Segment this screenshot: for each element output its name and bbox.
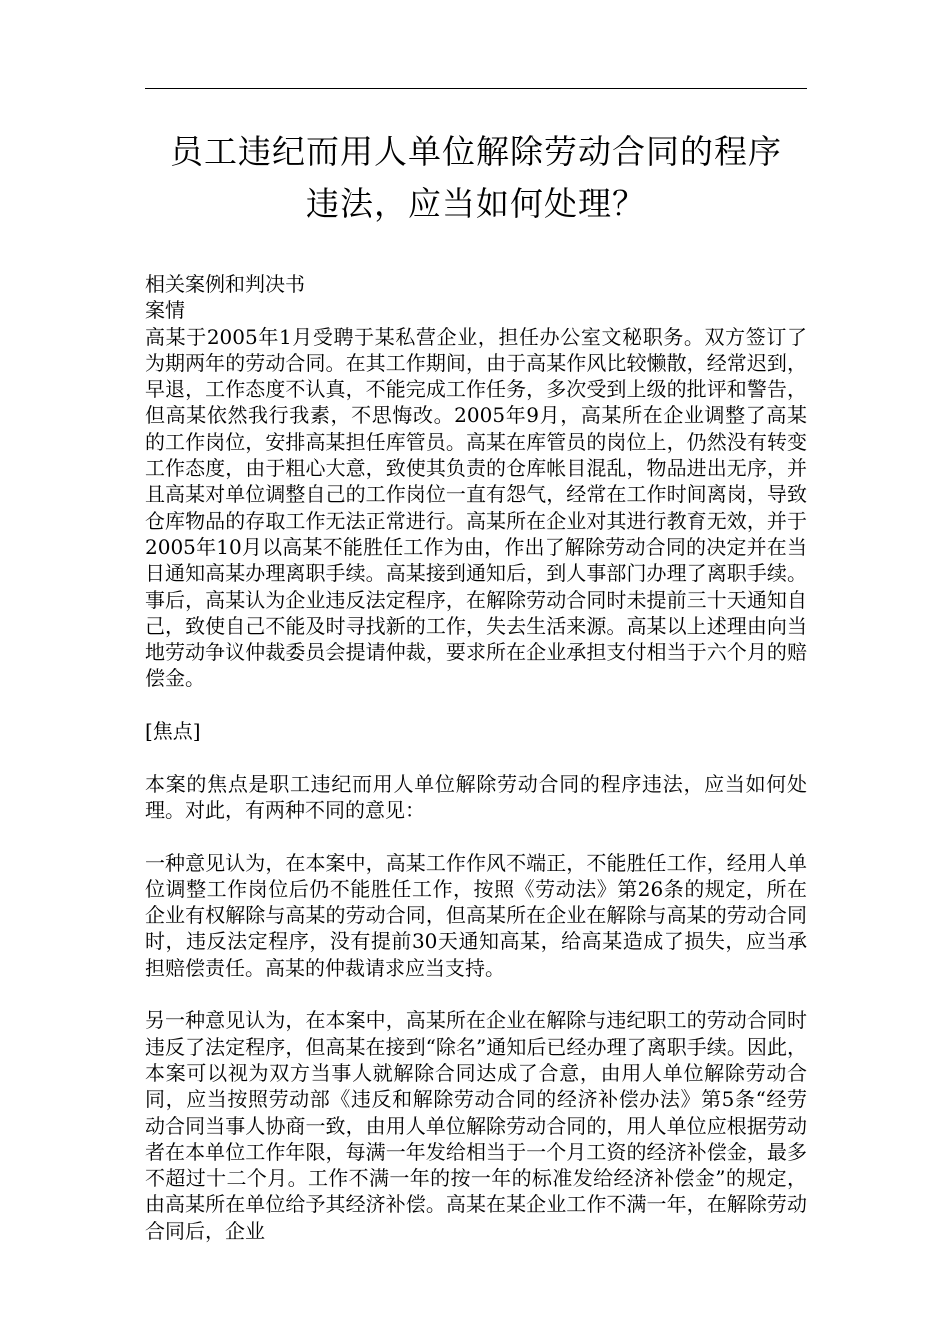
document-title bbox=[145, 126, 807, 230]
title-line-2: 违法，应当如何处理？ bbox=[306, 184, 646, 223]
paragraph-gap bbox=[145, 823, 807, 849]
document-body bbox=[145, 271, 807, 1244]
focus-label: [焦点] bbox=[145, 719, 201, 744]
paragraph-gap bbox=[145, 744, 807, 770]
focus-paragraph: 本案的焦点是职工违纪而用人单位解除劳动合同的程序违法，应当如何处理。对此，有两种不同的意见： bbox=[145, 771, 807, 822]
opinion-one-paragraph: 一种意见认为，在本案中，高某工作作风不端正，不能胜任工作，经用人单位调整工作岗位后仍不能胜任工作，按照《劳动法》第26条的规定，所在企业有权解除与高某的劳动合同，但高某所在企业在解除与高某的劳动合同时，违反法定程序，没有提前30天通知高某，给高某造成了损失，应当承担赔偿责任。高某的仲裁请求应当支持。 bbox=[145, 850, 807, 980]
paragraph-gap bbox=[145, 692, 807, 718]
title-line-1: 员工违纪而用人单位解除劳动合同的程序 bbox=[170, 132, 782, 171]
section-label: 相关案例和判决书 bbox=[145, 272, 305, 296]
opinion-two-paragraph: 另一种意见认为，在本案中，高某所在企业在解除与违纪职工的劳动合同时违反了法定程序，但高某在接到“除名”通知后已经办理了离职手续。因此，本案可以视为双方当事人就解除合同达成了合意，由用人单位解除劳动合同，应当按照劳动部《违反和解除劳动合同的经济补偿办法》第5条“经劳动合同当事人协商一致，由用人单位解除劳动合同的，用人单位应根据劳动者在本单位工作年限，每满一年发给相当于一个月工资的经济补偿金，最多不超过十二个月。工作不满一年的按一年的标准发给经济补偿金”的规定，由高某所在单位给予其经济补偿。高某在某企业工作不满一年，在解除劳动合同后，企业 bbox=[145, 1008, 807, 1243]
header-rule bbox=[145, 88, 807, 89]
case-label: 案情 bbox=[145, 298, 185, 323]
paragraph-gap bbox=[145, 981, 807, 1007]
case-paragraph: 高某于2005年1月受聘于某私营企业，担任办公室文秘职务。双方签订了为期两年的劳动合同。在其工作期间，由于高某作风比较懒散，经常迟到，早退，工作态度不认真，不能完成工作任务，多次受到上级的批评和警告，但高某依然我行我素，不思悔改。2005年9月，高某所在企业调整了高某的工作岗位，安排高某担任库管员。高某在库管员的岗位上，仍然没有转变工作态度，由于粗心大意，致使其负责的仓库帐目混乱，物品进出无序，并且高某对单位调整自己的工作岗位一直有怨气，经常在工作时间离岗，导致仓库物品的存取工作无法正常进行。高某所在企业对其进行教育无效，并于2005年10月以高某不能胜任工作为由，作出了解除劳动合同的决定并在当日通知高某办理离职手续。高某接到通知后，到人事部门办理了离职手续。事后，高某认为企业违反法定程序，在解除劳动合同时未提前三十天通知自己，致使自己不能及时寻找新的工作，失去生活来源。高某以上述理由向当地劳动争议仲裁委员会提请仲裁，要求所在企业承担支付相当于六个月的赔偿金。 bbox=[145, 324, 807, 691]
